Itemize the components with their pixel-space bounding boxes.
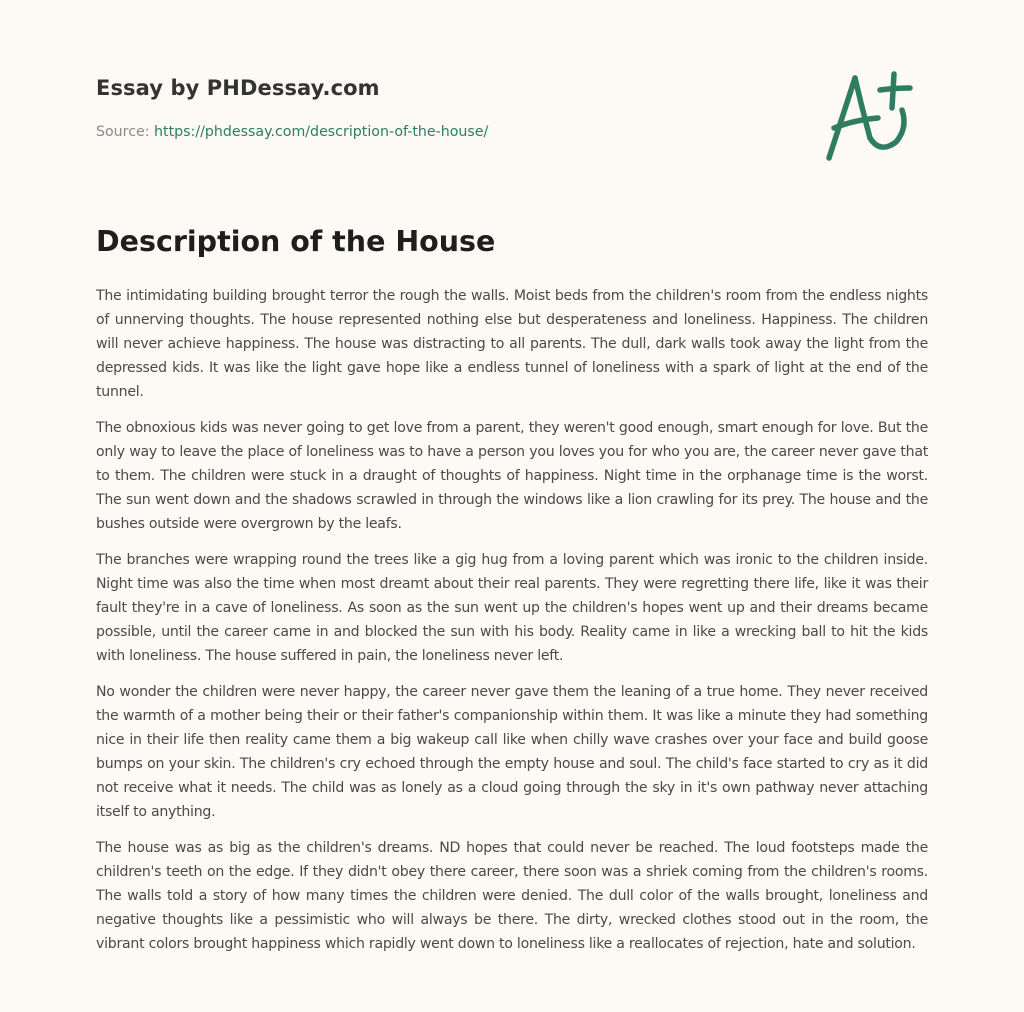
essay-paragraph: The obnoxious kids was never going to get love from a parent, they weren't good enough, smart enough for love. But the only way to leave the place of loneliness was to have a person you loves you for who you are, the career never gave that to them. The children were stuck in a draught of thoughts of happiness. Night time in the orphanage time is the worst. The sun went down and the shadows scrawled in through the windows like a lion crawling for its prey. The house and the bushes outside were overgrown by the leafs. xyxy=(96,420,928,532)
source-link[interactable]: https://phdessay.com/description-of-the-house/ xyxy=(154,124,489,140)
site-brand: Essay by PHDessay.com xyxy=(96,76,380,100)
essay-paragraph: No wonder the children were never happy, the career never gave them the leaning of a true home. They never received the warmth of a mother being their or their father's companionship within them. It was like a minute they had something nice in their life then reality came them a big wakeup call like when chilly wave crashes over your face and build goose bumps on your skin. The children's cry echoed through the empty house and soul. The child's face started to cry as it did not receive what it needs. The child was as lonely as a cloud going through the sky in it's own pathway never attaching itself to anything. xyxy=(96,684,928,820)
essay-paragraph: The branches were wrapping round the trees like a gig hug from a loving parent which was ironic to the children inside. Night time was also the time when most dreamt about their real parents. They were regretting there life, like it was their fault they're in a cave of loneliness. As soon as the sun went up the children's hopes went up and their dreams became possible, until the career came in and blocked the sun with his body. Reality came in like a wrecking ball to hit the kids with loneliness. The house suffered in pain, the loneliness never left. xyxy=(96,552,928,664)
essay-paragraph: The intimidating building brought terror the rough the walls. Moist beds from the children's room from the endless nights of unnerving thoughts. The house represented nothing else but desperateness and loneliness. Happiness. The children will never achieve happiness. The house was distracting to all parents. The dull, dark walls took away the light from the depressed kids. It was like the light gave hope like a endless tunnel of loneliness with a spark of light at the end of the tunnel. xyxy=(96,288,928,400)
source-label: Source: xyxy=(96,124,150,140)
source-line xyxy=(96,124,488,140)
a-plus-grade-icon xyxy=(822,68,926,164)
essay-title: Description of the House xyxy=(96,225,496,258)
essay-paragraph: The house was as big as the children's dreams. ND hopes that could never be reached. The loud footsteps made the children's teeth on the edge. If they didn't obey there career, there soon was a shriek coming from the children's rooms. The walls told a story of how many times the children were denied. The dull color of the walls brought, loneliness and negative thoughts like a pessimistic who will always be there. The dirty, wrecked clothes stood out in the room, the vibrant colors brought happiness which rapidly went down to loneliness like a reallocates of rejection, hate and solution. xyxy=(96,840,928,952)
essay-body xyxy=(96,284,928,968)
